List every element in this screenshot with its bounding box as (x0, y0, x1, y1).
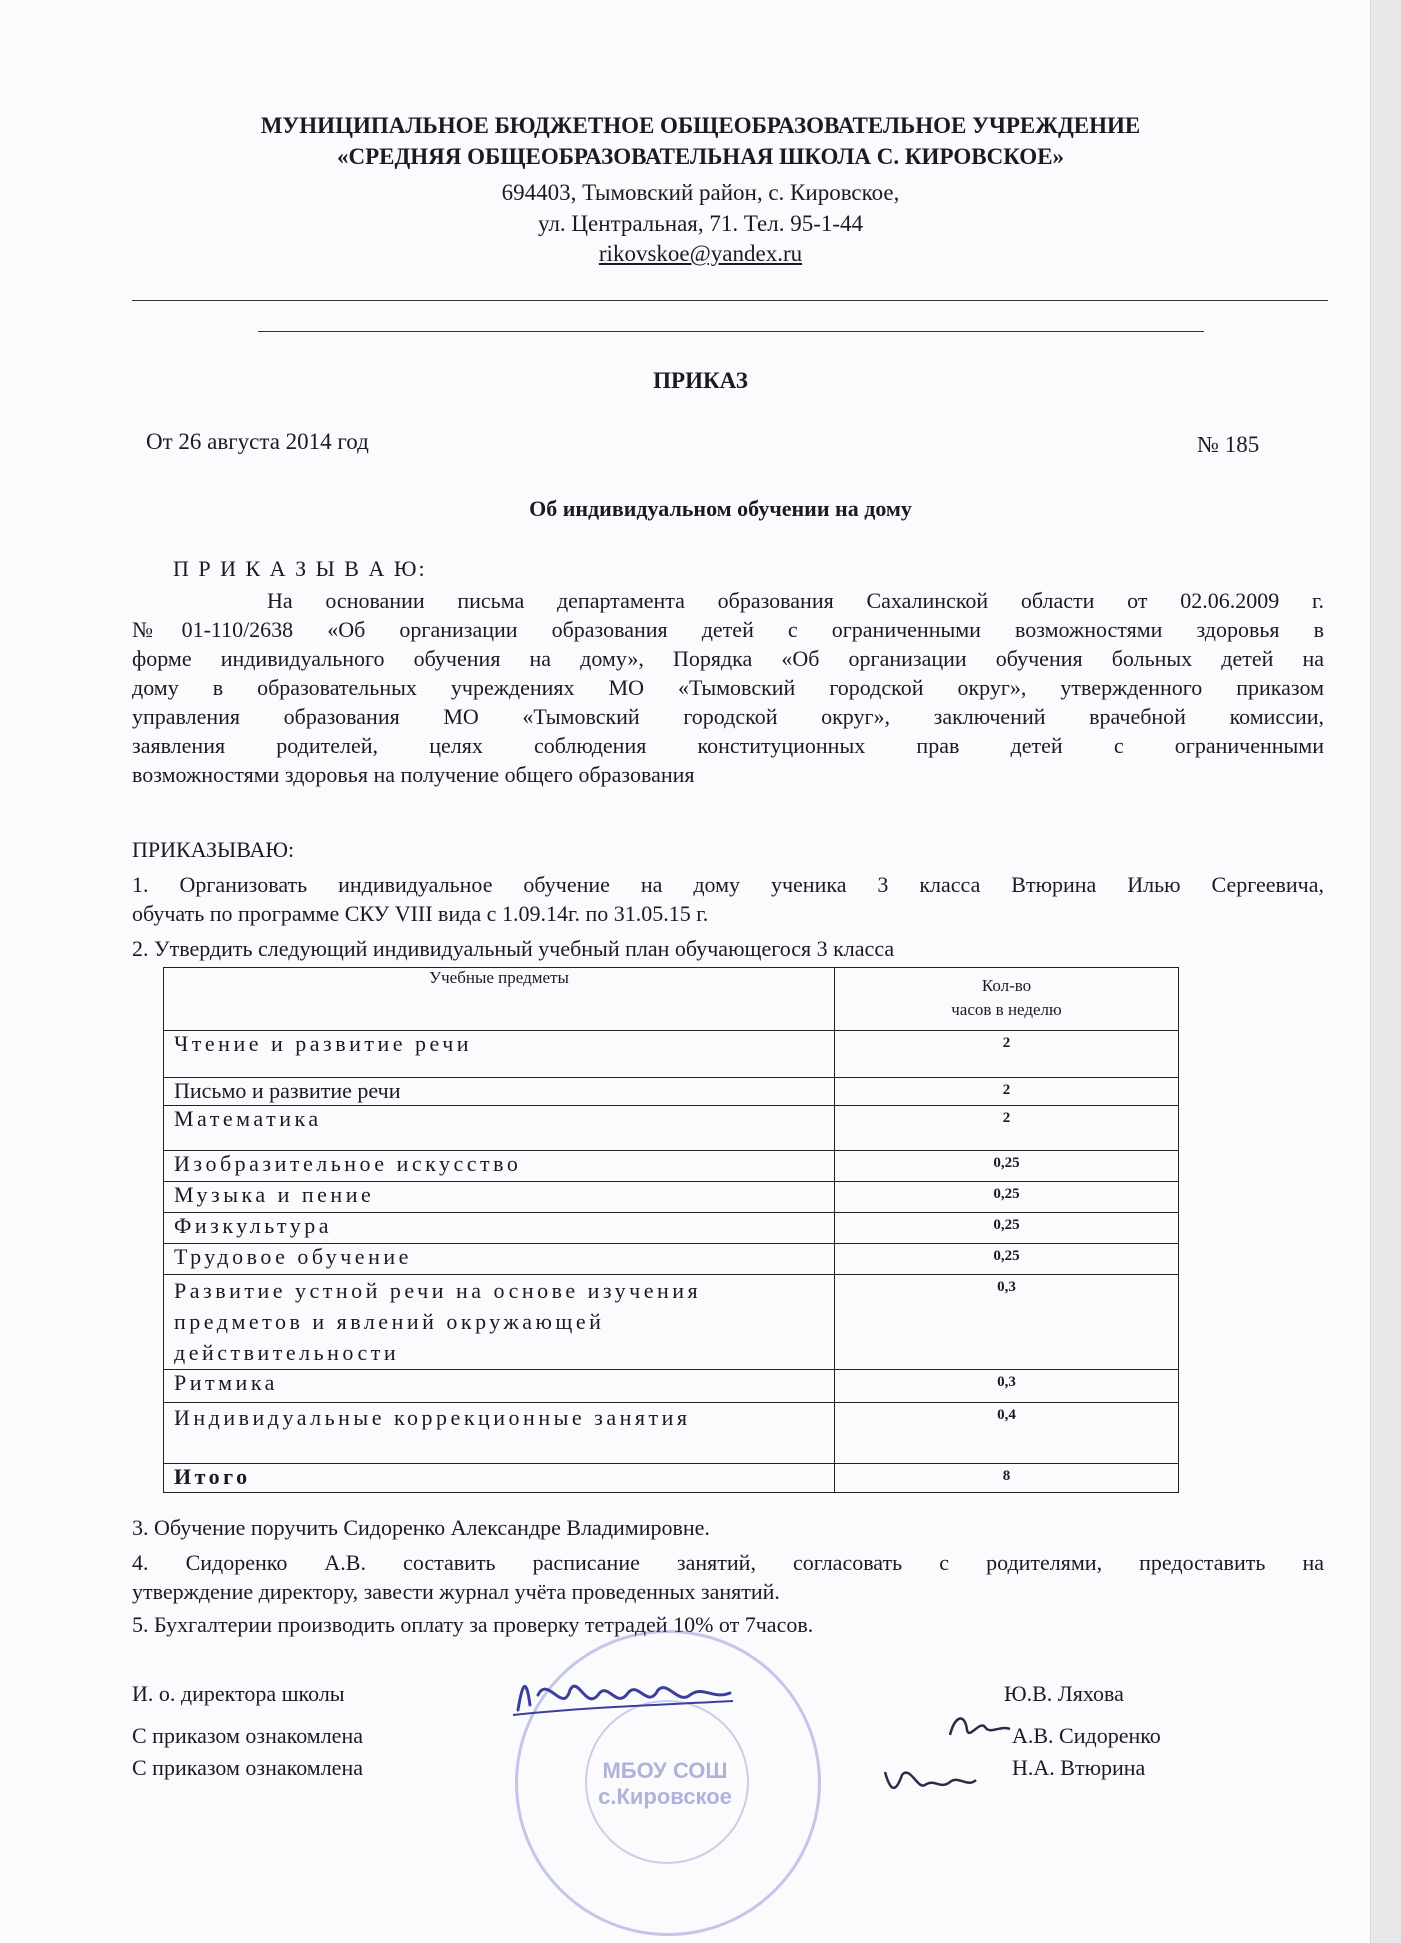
header-hours-line2: часов в неделю (951, 1000, 1062, 1019)
item-4 (132, 1548, 1324, 1606)
org-address-line2: ул. Центральная, 71. Тел. 95-1-44 (537, 211, 864, 236)
table-header-row (164, 968, 1179, 1031)
table-row (164, 1151, 1179, 1182)
hours-cell: 2 (835, 1078, 1179, 1106)
subject-cell: Чтение и развитие речи (164, 1031, 835, 1078)
header-divider-2 (258, 331, 1204, 332)
preamble-line: №01-110/2638 «Об организации образования детей с ограниченными возможностями здоровья в (132, 617, 1324, 642)
document-subject: Об индивидуальном обучении на дому (529, 496, 912, 521)
table-row (164, 1370, 1179, 1403)
org-address-line1: 694403, Тымовский район, с. Кировское, (501, 180, 900, 205)
table-row (164, 1275, 1179, 1370)
header-divider-1 (132, 300, 1328, 301)
hours-cell: 2 (835, 1031, 1179, 1078)
item-1-line: 1. Организовать индивидуальное обучение на дому ученика 3 класса Втюрина Илью Сергеевича, (132, 872, 1324, 897)
item-5: 5. Бухгалтерии производить оплату за проверку тетрадей 10% от 7часов. (132, 1612, 814, 1637)
sidorenko-signature-icon (945, 1705, 1015, 1745)
prikazyvayu-heading: ПРИКАЗЫВАЮ: (132, 837, 295, 862)
table-row (164, 1078, 1179, 1106)
document-title: ПРИКАЗ (653, 368, 748, 393)
vtyurina-signature-icon (880, 1760, 980, 1804)
hours-cell: 0,25 (835, 1151, 1179, 1182)
acknowledgement-label-2: С приказом ознакомлена (132, 1755, 363, 1780)
hours-cell: 0,4 (835, 1403, 1179, 1464)
director-role: И. о. директора школы (132, 1681, 345, 1706)
subject-cell: Трудовое обучение (164, 1244, 835, 1275)
org-email[interactable]: rikovskoe@yandex.ru (598, 241, 803, 266)
header-hours-line1: Кол-во (981, 976, 1032, 995)
document-date: От 26 августа 2014 год (146, 429, 369, 454)
preamble-line: возможностями здоровья на получение общего образования (132, 762, 695, 787)
hours-cell: 0,3 (835, 1370, 1179, 1403)
subject-cell: Изобразительное искусство (164, 1151, 835, 1182)
item-1-line: обучать по программе СКУ VIII вида с 1.09.14г. по 31.05.15 г. (132, 901, 709, 926)
round-seal-text (595, 1758, 735, 1810)
table-row (164, 1403, 1179, 1464)
total-hours-cell: 8 (835, 1464, 1179, 1493)
table-row (164, 1106, 1179, 1151)
director-name: Ю.В. Ляхова (1004, 1681, 1124, 1706)
subject-cell: Физкультура (164, 1213, 835, 1244)
scan-edge (1370, 0, 1401, 1943)
table-row (164, 1213, 1179, 1244)
preamble-line: управления образования МО «Тымовский городской округ», заключений врачебной комиссии, (132, 704, 1324, 729)
hours-cell: 0,25 (835, 1213, 1179, 1244)
hours-cell: 2 (835, 1106, 1179, 1151)
subject-cell: Индивидуальные коррекционные занятия (164, 1403, 835, 1464)
hours-cell: 0,25 (835, 1182, 1179, 1213)
preamble-line: заявления родителей, целях соблюдения конституционных прав детей с ограниченными (132, 733, 1324, 758)
table-row (164, 1244, 1179, 1275)
hours-cell: 0,25 (835, 1244, 1179, 1275)
study-plan-table (163, 967, 1179, 1493)
item-4-line: 4. Сидоренко А.В. составить расписание занятий, согласовать с родителями, предоставить на (132, 1550, 1324, 1575)
item-1 (132, 870, 1324, 928)
hours-cell: 0,3 (835, 1275, 1179, 1370)
subject-cell: Музыка и пение (164, 1182, 835, 1213)
acknowledgement-name-1: А.В. Сидоренко (1012, 1723, 1161, 1748)
item-3: 3. Обучение поручить Сидоренко Александре Владимировне. (132, 1515, 710, 1540)
acknowledgement-name-2: Н.А. Втюрина (1012, 1755, 1146, 1780)
subject-cell: Письмо и развитие речи (164, 1078, 835, 1106)
table-total-row (164, 1464, 1179, 1493)
preamble-paragraph (132, 586, 1324, 789)
item-2: 2. Утвердить следующий индивидуальный учебный план обучающегося 3 класса (132, 936, 895, 961)
header-subjects: Учебные предметы (164, 968, 835, 1031)
seal-line2: с.Кировское (598, 1784, 732, 1809)
document-number: № 185 (1197, 432, 1260, 457)
header-hours (835, 968, 1179, 1031)
preamble-line: форме индивидуального обучения на дому», Порядка «Об организации обучения больных детей на (132, 646, 1324, 671)
acknowledgement-label-1: С приказом ознакомлена (132, 1723, 363, 1748)
director-signature-icon (508, 1655, 738, 1725)
prikazyvayu-spaced: П Р И К А З Ы В А Ю: (173, 556, 427, 581)
total-label-cell: Итого (164, 1464, 835, 1493)
subject-cell: Математика (164, 1106, 835, 1151)
org-name-line1: МУНИЦИПАЛЬНОЕ БЮДЖЕТНОЕ ОБЩЕОБРАЗОВАТЕЛЬНОЕ УЧРЕЖДЕНИЕ (260, 113, 1141, 138)
preamble-line: На основании письма департамента образования Сахалинской области от 02.06.2009 г. (267, 588, 1324, 613)
org-name-line2: «СРЕДНЯЯ ОБЩЕОБРАЗОВАТЕЛЬНАЯ ШКОЛА С. КИРОВСКОЕ» (336, 144, 1065, 169)
subject-cell: Развитие устной речи на основе изучения предметов и явлений окружающей действительности (164, 1275, 835, 1370)
seal-line1: МБОУ СОШ (602, 1758, 728, 1783)
preamble-line: дому в образовательных учреждениях МО «Тымовский городской округ», утвержденного приказом (132, 675, 1324, 700)
subject-cell: Ритмика (164, 1370, 835, 1403)
item-4-line: утверждение директору, завести журнал учёта проведенных занятий. (132, 1579, 780, 1604)
table-row (164, 1031, 1179, 1078)
table-row (164, 1182, 1179, 1213)
